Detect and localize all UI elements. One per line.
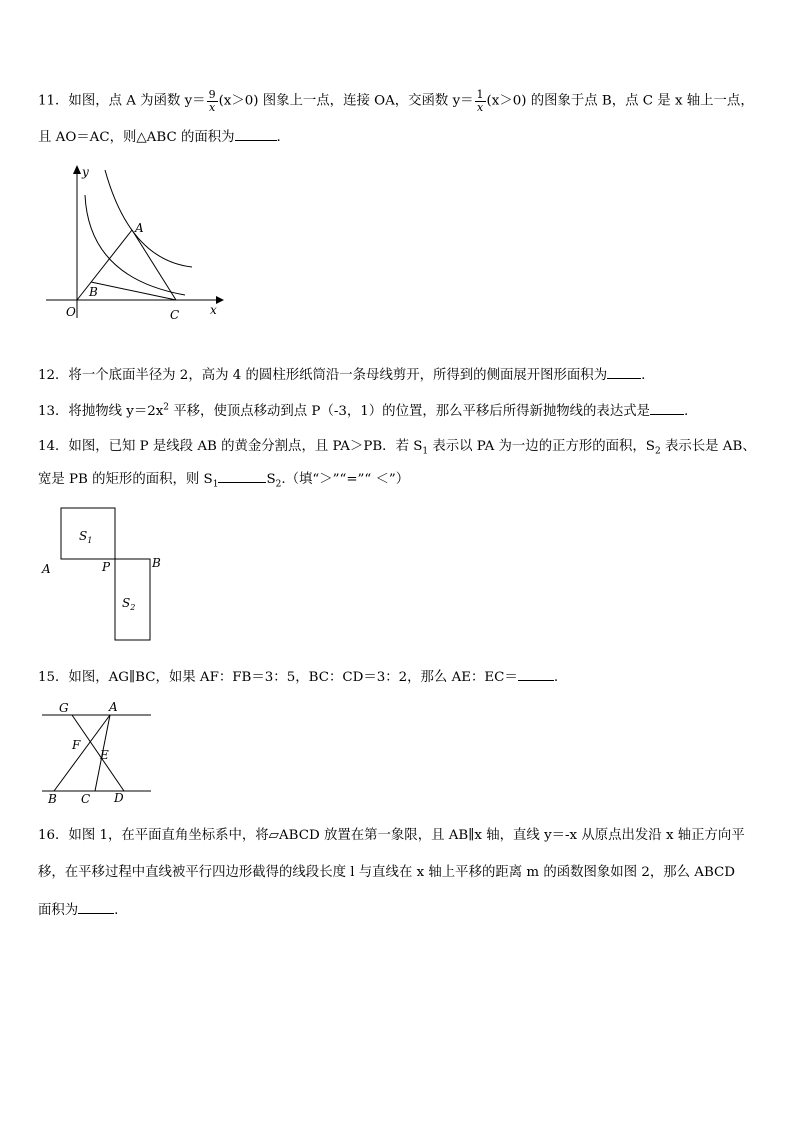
figure-q14-golden-section: [38, 504, 178, 644]
label-A: A: [135, 221, 144, 235]
q16-line1: 16．如图 1，在平面直角坐标系中，将▱ABCD 放置在第一象限，且 AB∥x 轴，直线 y＝-x 从原点出发沿 x 轴正方向平: [38, 828, 745, 843]
figure-q11-hyperbola: [40, 160, 225, 325]
label-B: B: [89, 285, 98, 299]
label-S1: $S_1$: [79, 529, 93, 545]
curve-9-over-x: [105, 170, 192, 267]
q11-line1: [38, 89, 754, 113]
answer-blank: [78, 901, 114, 914]
q14-line2: 宽是 PB 的矩形的面积，则 $S_1$ $S_2$.（填“＞”“=”“ ＜”）: [38, 472, 410, 490]
curve-1-over-x: [85, 195, 185, 295]
label-A: A: [109, 700, 118, 714]
q11-mid2: (x＞0) 的图象于点 B，点 C 是 x 轴上一点，: [486, 93, 754, 109]
label-F: F: [72, 738, 81, 752]
q16-line2: 移，在平移过程中直线被平行四边形截得的线段长度 l 与直线在 x 轴上平移的距离 m 的函数图象如图 2，那么 ABCD: [38, 865, 736, 880]
rectangle-S2: [115, 559, 150, 640]
q16-line3: 面积为 .: [38, 903, 119, 918]
segment-AC: [132, 230, 176, 300]
q11-pre: 11．如图，点 A 为函数 y＝: [38, 93, 206, 109]
label-A: A: [42, 562, 51, 576]
label-S2: $S_2$: [122, 596, 136, 612]
segment-OA: [77, 230, 132, 300]
answer-blank: [650, 402, 684, 415]
answer-blank: [518, 668, 554, 681]
fraction-1-over-x: $\frac{1}{x}$: [476, 88, 484, 114]
y-axis-arrow: [73, 165, 81, 174]
label-P: P: [102, 560, 111, 574]
q11-mid1: (x＞0) 图象上一点，连接 OA，交函数 y＝: [218, 93, 474, 109]
fraction-9-over-x: $\frac{9}{x}$: [208, 88, 216, 114]
label-C: C: [81, 792, 91, 806]
answer-blank: [607, 366, 641, 379]
square-S1: [61, 508, 115, 559]
q14-line1: 14．如图，已知 P 是线段 AB 的黄金分割点，且 PA＞PB．若 $S_1$ 表示以 PA 为一边的正方形的面积，$S_2$ 表示长是 AB、: [38, 439, 756, 457]
label-E: E: [100, 748, 109, 762]
label-O: O: [66, 305, 76, 319]
label-B: B: [152, 556, 161, 570]
label-G: G: [59, 701, 69, 715]
segment-GD: [72, 715, 124, 791]
q12-line: 12．将一个底面半径为 2，高为 4 的圆柱形纸筒沿一条母线剪开，所得到的侧面展开图形面积为 .: [38, 368, 646, 383]
q13-line: 13．将抛物线 $y=2x^2$ 平移，使顶点移动到点 P（-3，1）的位置，那么平移后所得新抛物线的表达式是 .: [38, 402, 689, 419]
x-axis-arrow: [216, 296, 224, 304]
segment-BC: [91, 282, 176, 300]
label-B: B: [48, 792, 57, 806]
answer-blank: [218, 470, 266, 483]
label-D: D: [114, 791, 124, 805]
q11-line2: 且 AO＝AC，则△ABC 的面积为 .: [38, 130, 281, 145]
label-y: y: [82, 165, 89, 179]
answer-blank: [235, 128, 277, 141]
label-C: C: [170, 308, 180, 322]
q15-line: 15．如图，AG∥BC，如果 AF：FB＝3：5，BC：CD＝3：2，那么 AE：EC＝ .: [38, 670, 559, 685]
label-x: x: [210, 303, 217, 317]
figure-q15-parallel-lines: [38, 697, 156, 807]
